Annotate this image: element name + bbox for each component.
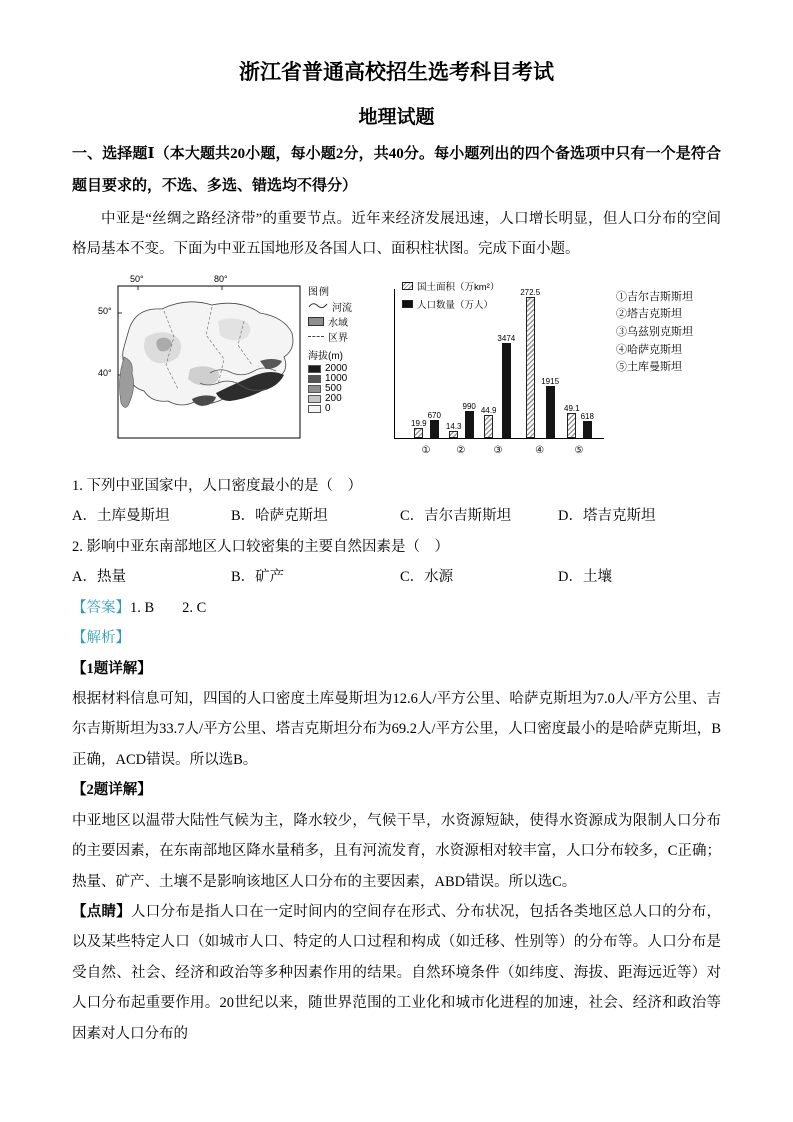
- country-legend-item: ③乌兹别克斯坦: [616, 326, 693, 339]
- option-1b: B．哈萨克斯坦: [231, 508, 328, 525]
- elevation-tick: 2000: [325, 363, 348, 375]
- option-1a: A．土库曼斯坦: [72, 508, 170, 525]
- elevation-step: [308, 374, 378, 384]
- category-label: ④: [535, 444, 545, 456]
- elevation-tick: 500: [325, 383, 342, 395]
- option-1d: D．塔吉克斯坦: [558, 508, 656, 525]
- answer-label: 【答案】: [72, 599, 130, 616]
- option-2a: A．热量: [72, 569, 126, 586]
- river-icon: [308, 301, 328, 311]
- chart-plot-area: [394, 277, 604, 456]
- population-bar: [430, 420, 439, 438]
- bar-wrap: [581, 412, 594, 438]
- bar-wrap: [497, 334, 515, 438]
- boundary-icon: [308, 336, 324, 337]
- question-1-options: [72, 501, 721, 531]
- bar-group: [564, 403, 594, 456]
- elevation-tick: 200: [325, 393, 342, 405]
- section-heading: 一、选择题Ⅰ（本大题共20小题，每小题2分，共40分。每小题列出的四个备选项中只有一个是符合题目要求的，不选、多选、错选均不得分）: [72, 146, 721, 194]
- lat-label: 50°: [98, 305, 112, 316]
- bar-value-label: 272.5: [520, 287, 541, 297]
- bar-value-label: 3474: [497, 333, 516, 343]
- analysis-label-line: [72, 623, 721, 653]
- elevation-title: 海拔(m): [308, 350, 343, 362]
- area-swatch-icon: [402, 282, 413, 290]
- legend-label-water: 水域: [328, 317, 348, 329]
- bar-value-label: 670: [427, 410, 441, 420]
- detail-1-text: 根据材料信息可知，四国的人口密度土库曼斯坦为12.6人/平方公里、哈萨克斯坦为7.0人/平方公里、吉尔吉斯斯坦为33.7人/平方公里、塔吉克斯坦分布为69.2人/平方公里，人口密度最小的是哈萨克斯坦，B正确，ACD错误。所以选B。: [72, 690, 721, 768]
- country-legend-item: ②塔吉克斯坦: [616, 308, 682, 321]
- tip-label: 【点睛】: [72, 904, 132, 920]
- bar-wrap: [428, 411, 441, 438]
- map-legend: [308, 273, 378, 414]
- question-2-stem: 2. 影响中亚东南部地区人口较密集的主要自然因素是（ ）: [72, 538, 449, 555]
- country-legend-item: ④哈萨克斯坦: [616, 343, 682, 356]
- chart-legend-population-label: 人口数量（万人）: [417, 299, 494, 311]
- doc-subtitle: 地理试题: [358, 107, 435, 128]
- bar-wrap: [564, 404, 580, 438]
- intro-paragraph: 中亚是“丝绸之路经济带”的重要节点。近年来经济发展迅速，人口增长明显，但人口分布的空间格局基本不变。下面为中亚五国地形及各国人口、面积柱状图。完成下面小题。: [72, 211, 721, 258]
- country-legend: [616, 277, 693, 439]
- bar-value-label: 19.9: [411, 418, 427, 428]
- bar-value-label: 1915: [541, 376, 560, 386]
- bar-group: [520, 287, 560, 456]
- chart-legend-area: [402, 279, 499, 293]
- bar-wrap: [411, 419, 427, 438]
- category-label: ①: [421, 444, 431, 456]
- detail-2-text: 中亚地区以温带大陆性气候为主，降水较少，气候干旱，水资源短缺，使得水资源成为限制人口分布的主要因素，在东南部地区降水量稍多，且有河流发育，水资源相对较丰富，人口分布较多，C正确；热量、矿产、土壤不是影响该地区人口分布的主要因素，ABD错误。所以选C。: [72, 812, 721, 890]
- bar-value-label: 49.1: [564, 403, 580, 413]
- bar-wrap: [541, 377, 559, 438]
- bar-group: [480, 333, 516, 456]
- map-graphic: [94, 273, 306, 445]
- elevation-swatch: [308, 385, 321, 393]
- bar-value-label: 618: [580, 411, 594, 421]
- option-1c: C．吉尔吉斯斯坦: [400, 508, 512, 525]
- detail-2-label: 【2题详解】: [72, 782, 152, 799]
- legend-item-water: [308, 315, 378, 328]
- bar-wrap: [463, 402, 476, 438]
- bar-value-label: 990: [462, 401, 476, 411]
- bar-group: [411, 410, 441, 456]
- legend-title: 图例: [308, 286, 330, 298]
- lat-label: 40°: [98, 367, 112, 378]
- legend-item-boundary: [308, 330, 378, 343]
- legend-label-boundary: 区界: [328, 332, 348, 344]
- answer-item-2: 2. C: [182, 599, 207, 616]
- elevation-swatch: [308, 365, 321, 373]
- bar-value-label: 44.9: [480, 405, 497, 415]
- option-2c: C．水源: [400, 569, 454, 586]
- bar-value-label: 14.3: [445, 421, 462, 431]
- terrain-map: [94, 273, 306, 445]
- question-2-options: [72, 562, 721, 592]
- bar-chart: [394, 273, 693, 456]
- chart-legend-population: [402, 297, 499, 311]
- area-bar: [449, 431, 458, 438]
- analysis-label: 【解析】: [72, 630, 130, 647]
- elevation-step: [308, 394, 378, 404]
- population-bar: [465, 411, 474, 438]
- legend-label-river: 河流: [332, 302, 352, 314]
- elevation-step: [308, 364, 378, 374]
- water-area-icon: [308, 317, 324, 326]
- elevation-tick: 1000: [325, 373, 348, 385]
- option-2d: D．土壤: [558, 569, 612, 586]
- chart-legend-area-label: 国土面积（万km²）: [417, 281, 500, 293]
- category-label: ③: [493, 444, 503, 456]
- elevation-step: [308, 404, 378, 414]
- area-bar: [526, 297, 535, 438]
- option-2b: B．矿产: [231, 569, 285, 586]
- population-bar: [583, 421, 592, 438]
- elevation-step: [308, 384, 378, 394]
- elevation-swatch: [308, 405, 321, 413]
- population-swatch-icon: [402, 300, 413, 308]
- area-bar: [414, 428, 423, 438]
- answer-line: [72, 593, 721, 623]
- bar-group: [445, 401, 476, 456]
- elevation-swatch: [308, 395, 321, 403]
- population-bar: [502, 343, 511, 438]
- detail-1-label: 【1题详解】: [72, 660, 152, 677]
- chart-legend: [402, 279, 499, 315]
- bar-wrap: [481, 406, 497, 438]
- tip-text: 人口分布是指人口在一定时间内的空间存在形式、分布状况，包括各类地区总人口的分布，以及某些特定人口（如城市人口、特定的人口过程和构成（如迁移、性别等）的分布等。人口分布是受自然、社会、经济和政治等多种因素作用的结果。自然环境条件（如纬度、海拔、距海远近等）对人口分布起重要作用。20世纪以来，随世界范围的工业化和城市化进程的加速，社会、经济和政治等因素对人口分布的: [72, 904, 722, 1042]
- question-1-stem: 1. 下列中亚国家中，人口密度最小的是（ ）: [72, 477, 362, 494]
- country-legend-item: ①吉尔吉斯斯坦: [616, 290, 693, 303]
- elevation-swatch: [308, 375, 321, 383]
- legend-item-river: [308, 300, 378, 313]
- answer-item-1: 1. B: [130, 599, 155, 616]
- figure-map-and-chart: [94, 273, 721, 456]
- country-legend-item: ⑤土库曼斯坦: [616, 361, 682, 374]
- lon-label: 80°: [214, 273, 228, 284]
- category-label: ②: [456, 444, 466, 456]
- bar-wrap: [446, 422, 462, 438]
- elevation-tick: 0: [325, 403, 331, 415]
- lon-label: 50°: [130, 273, 144, 284]
- area-bar: [484, 415, 493, 438]
- area-bar: [567, 413, 576, 438]
- doc-title: 浙江省普通高校招生选考科目考试: [239, 60, 554, 84]
- bar-wrap: [520, 288, 540, 438]
- tip-paragraph: [72, 897, 721, 1049]
- population-bar: [546, 386, 555, 438]
- category-label: ⑤: [574, 444, 584, 456]
